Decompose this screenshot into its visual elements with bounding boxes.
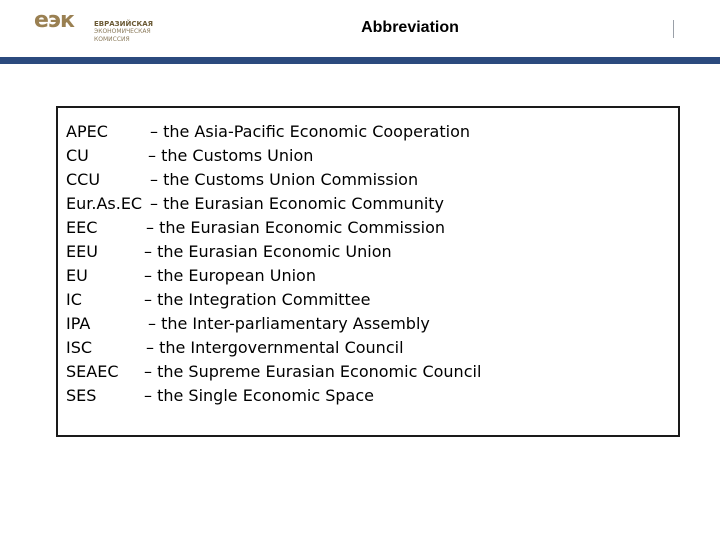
abbreviation-definition: – the Asia-Pacific Economic Cooperation	[150, 122, 470, 141]
abbreviation-term: EU	[66, 266, 88, 285]
abbreviation-definition: – the Single Economic Space	[144, 386, 374, 405]
page-title: Abbreviation	[361, 19, 459, 36]
abbreviation-definition: – the Eurasian Economic Commission	[146, 218, 446, 237]
abbreviation-term: IPA	[66, 314, 91, 333]
abbreviation-term: CCU	[66, 170, 101, 189]
abbreviation-definition: – the Supreme Eurasian Economic Council	[144, 362, 482, 381]
abbreviation-term: APEC	[66, 122, 108, 141]
header-bar	[0, 57, 720, 64]
header-divider	[673, 20, 674, 38]
logo-line-3: КОМИССИЯ	[94, 36, 130, 43]
abbreviation-definition: – the European Union	[144, 266, 316, 285]
abbreviation-term: Eur.As.EC	[66, 194, 143, 213]
abbreviation-term: SEAEC	[66, 362, 119, 381]
abbreviation-definition: – the Eurasian Economic Community	[150, 194, 445, 213]
eec-logo	[34, 8, 164, 50]
logo-text	[94, 20, 153, 44]
abbreviation-term: EEC	[66, 218, 98, 237]
logo-line-1: ЕВРАЗИЙСКАЯ	[94, 20, 154, 28]
abbreviation-term: SES	[66, 386, 97, 405]
abbreviation-definition: – the Intergovernmental Council	[146, 338, 404, 357]
logo-mark: еэк	[34, 8, 74, 33]
abbreviation-term: ISC	[66, 338, 93, 357]
abbreviation-definition: – the Customs Union	[148, 146, 314, 165]
abbreviation-definition: – the Integration Committee	[144, 290, 371, 309]
abbreviation-definition: – the Eurasian Economic Union	[144, 242, 392, 261]
abbreviation-definition: – the Inter-parliamentary Assembly	[148, 314, 430, 333]
abbreviation-definition: – the Customs Union Commission	[150, 170, 419, 189]
abbreviation-box	[56, 106, 680, 437]
logo-line-2: ЭКОНОМИЧЕСКАЯ	[94, 28, 151, 35]
abbreviation-term: EEU	[66, 242, 98, 261]
abbreviation-term: CU	[66, 146, 89, 165]
abbreviation-term: IC	[66, 290, 82, 309]
